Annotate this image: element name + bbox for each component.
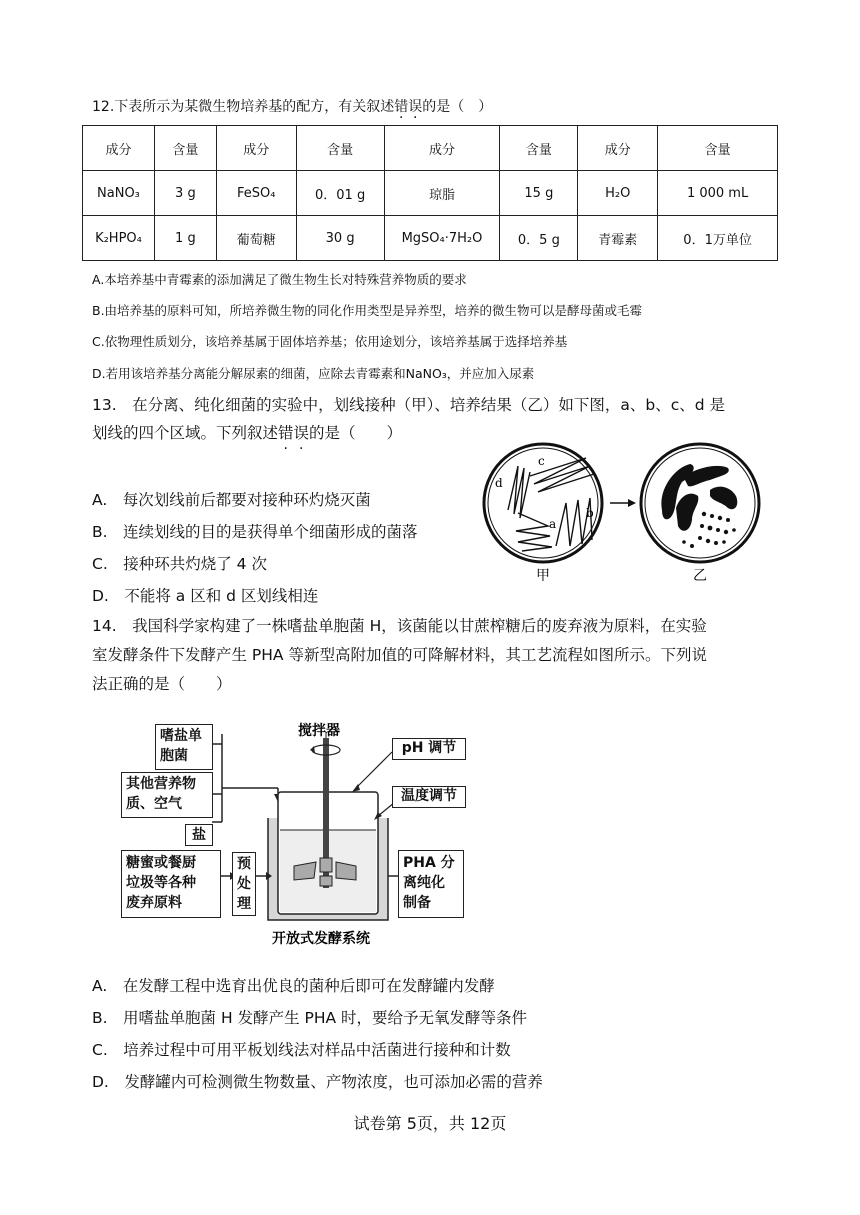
box-halophile-line: 嗜盐单: [160, 728, 202, 744]
box-nutrients-line: 质、空气: [126, 796, 182, 812]
box-nutrients: [121, 772, 213, 818]
table-cell: 0．1万单位: [658, 216, 778, 261]
table-header-cell: 成分: [384, 126, 500, 171]
q13-option-b: B. 连续划线的目的是获得单个细菌形成的菌落: [92, 523, 418, 541]
box-pretreatment-char: 预: [237, 856, 251, 872]
table-cell: FeSO₄: [216, 171, 296, 216]
table-row: [83, 171, 778, 216]
plate-jia: [484, 444, 602, 584]
q13-option-c: C. 接种环共灼烧了 4 次: [92, 555, 267, 573]
box-pha-line: 离纯化: [403, 875, 445, 891]
box-temperature-control: 温度调节: [392, 786, 466, 808]
zone-label-c: c: [538, 454, 545, 468]
q14-option-c: C. 培养过程中可用平板划线法对样品中活菌进行接种和计数: [92, 1041, 511, 1059]
box-nutrients-line: 其他营养物: [126, 776, 196, 792]
table-header-cell: 成分: [578, 126, 658, 171]
q12-title-post: 的是（ ）: [422, 99, 493, 115]
box-raw-line: 垃圾等各种: [126, 875, 196, 891]
box-raw-line: 废弃原料: [126, 895, 182, 911]
table-row: [83, 216, 778, 261]
recipe-table: [82, 125, 778, 261]
q12-option-d: D.若用该培养基分离能分解尿素的细菌，应除去青霉素和NaNO₃，并应加入尿素: [92, 366, 535, 381]
zone-label-a: a: [549, 517, 557, 531]
table-header-cell: 含量: [296, 126, 384, 171]
streak-plate-figure: [478, 438, 778, 588]
label-yi: 乙: [693, 568, 707, 584]
box-pretreatment-char: 理: [237, 896, 251, 912]
table-cell: K₂HPO₄: [83, 216, 155, 261]
table-cell: 琼脂: [384, 171, 500, 216]
colony-mass-a: [676, 494, 698, 531]
table-cell: 0．5 g: [500, 216, 578, 261]
q14-stem-line-1: 14. 我国科学家构建了一株嗜盐单胞菌 H，该菌能以甘蔗榨糖后的废弃液为原料，在实验: [92, 617, 707, 635]
colony-mass-b: [710, 487, 737, 510]
table-cell: 青霉素: [578, 216, 658, 261]
q14-option-a: A. 在发酵工程中选育出优良的菌种后即可在发酵罐内发酵: [92, 977, 495, 995]
q13-stem-line-2-post: 的是（ ）: [309, 424, 403, 442]
q14-option-b: B. 用嗜盐单胞菌 H 发酵产生 PHA 时，要给予无氧发酵等条件: [92, 1009, 528, 1027]
table-cell: 15 g: [500, 171, 578, 216]
input-connectors: [212, 734, 278, 822]
q14-stem-line-3: 法正确的是（ ）: [92, 675, 232, 693]
page-footer: 试卷第 5页，共 12页: [353, 1114, 507, 1133]
q13-option-a: A. 每次划线前后都要对接种环灼烧灭菌: [92, 491, 371, 509]
q12-emphasis-2: 误: [408, 99, 423, 115]
zone-label-d: d: [495, 476, 503, 490]
table-cell: 1 000 mL: [658, 171, 778, 216]
q12-title-pre: 12.下表所示为某微生物培养基的配方，有关叙述: [92, 99, 395, 115]
table-header-cell: 成分: [83, 126, 155, 171]
q13-option-d: D. 不能将 a 区和 d 区划线相连: [92, 587, 319, 605]
q14-stem: [92, 612, 782, 699]
table-cell: NaNO₃: [83, 171, 155, 216]
box-pretreatment: [232, 852, 256, 916]
table-cell: 3 g: [154, 171, 216, 216]
box-pretreatment-char: 处: [237, 876, 251, 892]
table-cell: MgSO₄·7H₂O: [384, 216, 500, 261]
box-halophile-line: 胞菌: [160, 748, 188, 764]
q12-option-c: C.依物理性质划分，该培养基属于固体培养基；依用途划分，该培养基属于选择培养基: [92, 334, 568, 349]
table-cell: 葡萄糖: [216, 216, 296, 261]
box-halophile: [155, 724, 213, 770]
table-cell: H₂O: [578, 171, 658, 216]
box-ph-control: pH 调节: [392, 738, 466, 760]
q12-option-b: B.由培养基的原料可知，所培养微生物的同化作用类型是异养型，培养的微生物可以是酵母菌或毛霉: [92, 303, 643, 318]
q12-option-a: A.本培养基中青霉素的添加满足了微生物生长对特殊营养物质的要求: [92, 272, 467, 287]
table-cell: 0．01 g: [296, 171, 384, 216]
diagram-caption: 开放式发酵系统: [272, 931, 370, 947]
q13-emphasis-2: 误: [293, 424, 310, 442]
label-jia: 甲: [536, 568, 550, 584]
box-pha-purification: [398, 850, 464, 918]
q13-stem-line-1: 13. 在分离、纯化细菌的实验中，划线接种（甲）、培养结果（乙）如下图，a、b、c、d 是: [92, 396, 726, 414]
plate-yi: [641, 444, 759, 584]
stirrer-label: 搅拌器: [298, 723, 340, 739]
table-header-row: [83, 126, 778, 171]
table-header-cell: 含量: [154, 126, 216, 171]
q12-title: [92, 96, 492, 116]
arrow-right-icon: [610, 499, 636, 507]
table-cell: 30 g: [296, 216, 384, 261]
box-raw-line: 糖蜜或餐厨: [126, 855, 196, 871]
box-pha-line: 制备: [403, 895, 431, 911]
zone-label-b: b: [586, 506, 594, 520]
table-header-cell: 成分: [216, 126, 296, 171]
q14-option-d: D. 发酵罐内可检测微生物数量、产物浓度，也可添加必需的营养: [92, 1073, 543, 1091]
streak-zone-d: [508, 466, 530, 518]
box-salt: 盐: [185, 824, 213, 846]
table-cell: 1 g: [154, 216, 216, 261]
box-raw-materials: [121, 850, 221, 918]
q13-emphasis-1: 错: [278, 424, 294, 442]
q12-emphasis-1: 错: [394, 99, 409, 115]
q14-stem-line-2: 室发酵条件下发酵产生 PHA 等新型高附加值的可降解材料，其工艺流程如图所示。下列说: [92, 646, 707, 664]
table-header-cell: 含量: [500, 126, 578, 171]
streak-zone-a: [516, 513, 552, 551]
q13-stem-line-2-pre: 划线的四个区域。下列叙述: [92, 424, 279, 442]
box-pha-line: PHA 分: [403, 855, 455, 871]
table-header-cell: 含量: [658, 126, 778, 171]
